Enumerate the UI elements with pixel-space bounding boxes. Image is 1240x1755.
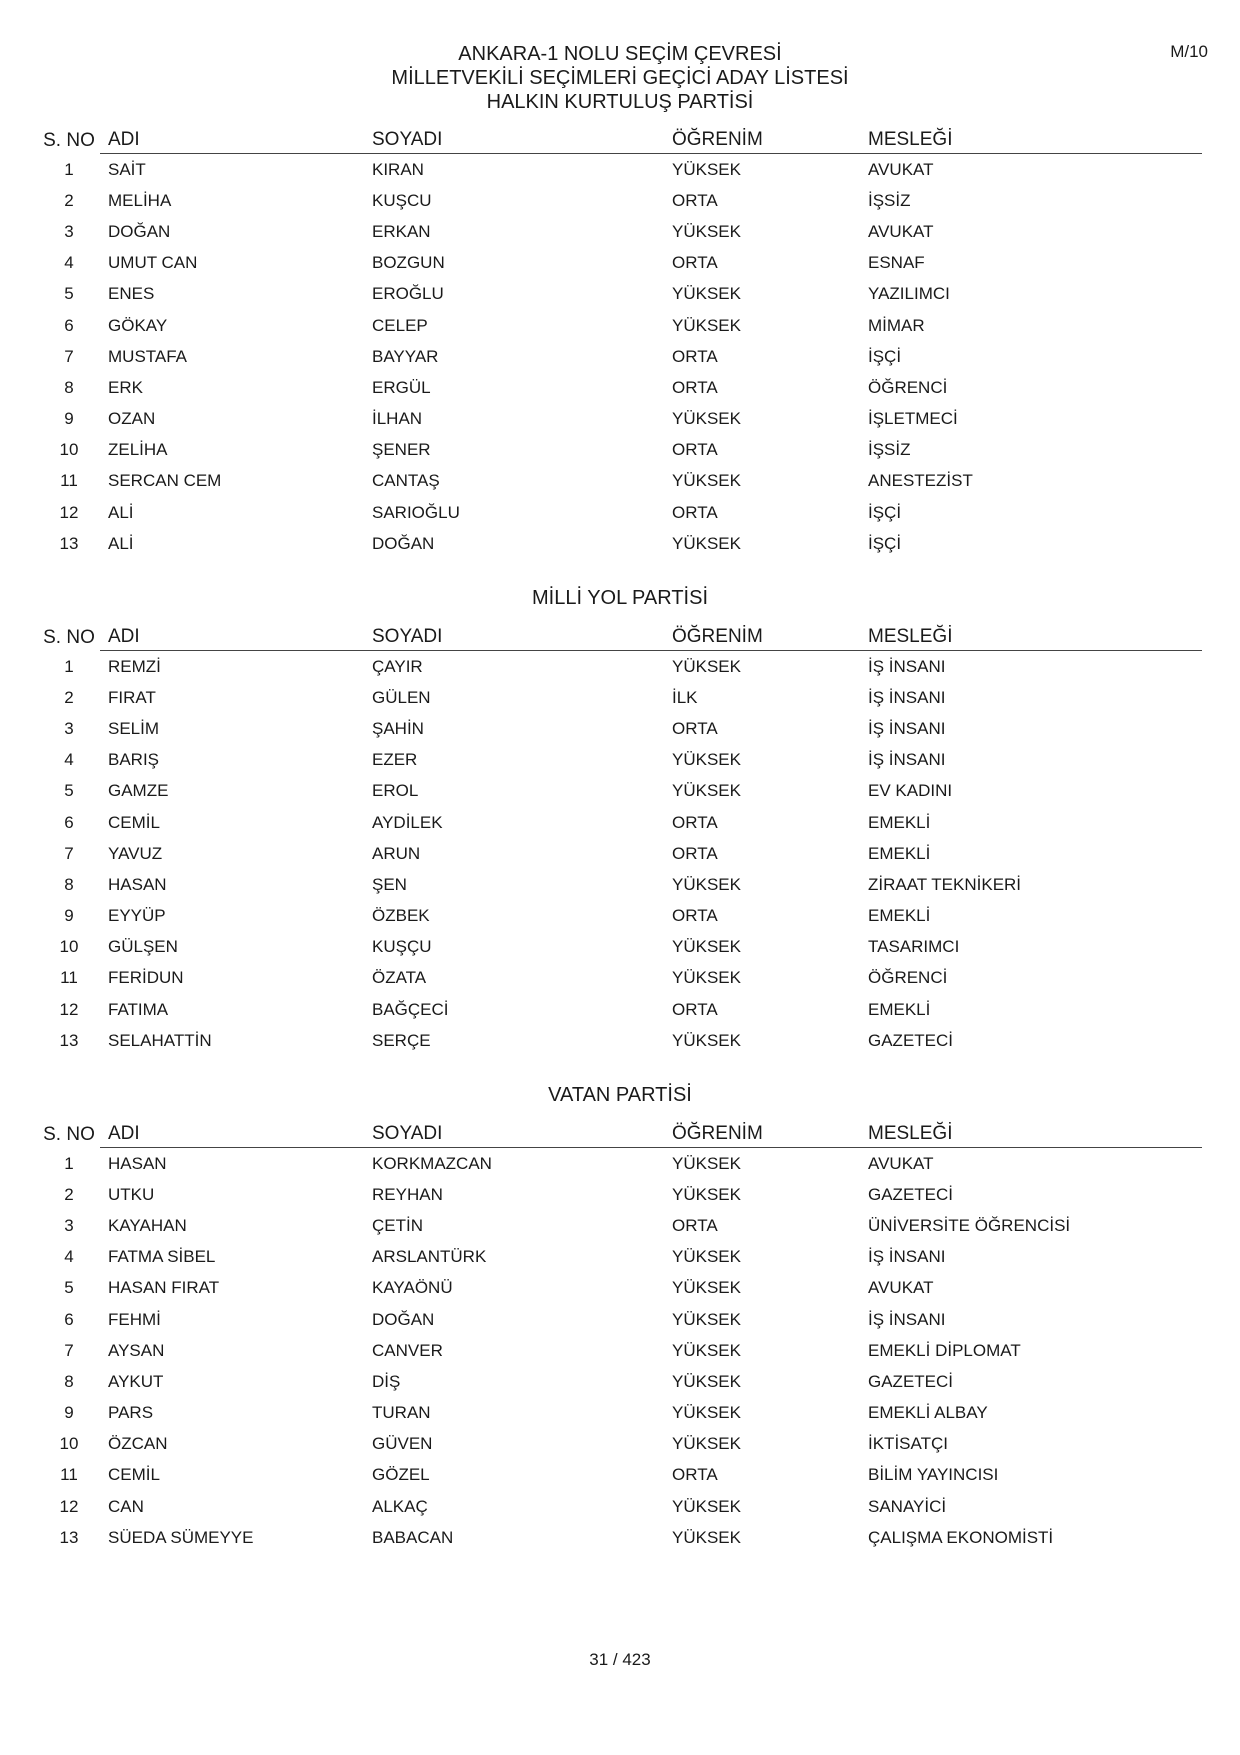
table-row: [38, 435, 1202, 466]
cell-ad: FATMA SİBEL: [108, 1247, 216, 1267]
table-row: [38, 963, 1202, 994]
cell-soyad: EZER: [372, 750, 418, 770]
cell-ad: YAVUZ: [108, 843, 163, 863]
cell-no: 12: [59, 1496, 79, 1516]
cell-soyad: İLHAN: [372, 409, 423, 429]
party-title-1: HALKIN KURTULUŞ PARTİSİ: [486, 91, 754, 113]
table-header: [38, 125, 1202, 154]
col-header-meslek: MESLEĞİ: [860, 622, 1202, 651]
cell-soyad: BABACAN: [372, 1527, 454, 1547]
party-title-2: MİLLİ YOL PARTİSİ: [532, 587, 708, 609]
cell-ad: ENES: [108, 284, 155, 304]
party-title-3: VATAN PARTİSİ: [548, 1084, 692, 1106]
cell-meslek: İŞ İNSANI: [868, 687, 946, 707]
cell-ogrenim: YÜKSEK: [672, 1434, 741, 1454]
cell-ad: HASAN FIRAT: [108, 1278, 220, 1298]
cell-soyad: EROL: [372, 781, 419, 801]
table-row: [38, 528, 1202, 559]
cell-ogrenim: YÜKSEK: [672, 1247, 741, 1267]
cell-meslek: YAZILIMCI: [868, 284, 950, 304]
table-row: [38, 869, 1202, 900]
cell-no: 6: [64, 812, 74, 832]
col-header-soyad: SOYADI: [364, 1119, 664, 1148]
cell-ad: REMZİ: [108, 656, 161, 676]
table-row: [38, 341, 1202, 372]
cell-no: 2: [64, 190, 74, 210]
table-row: [38, 713, 1202, 744]
cell-no: 13: [59, 1030, 79, 1050]
cell-ad: OZAN: [108, 409, 156, 429]
cell-soyad: ERGÜL: [372, 377, 431, 397]
cell-no: 8: [64, 1371, 74, 1391]
cell-soyad: KAYAÖNÜ: [372, 1278, 453, 1298]
cell-no: 6: [64, 315, 74, 335]
cell-no: 11: [60, 1465, 78, 1485]
cell-meslek: EMEKLİ: [868, 906, 931, 926]
table-row: [38, 994, 1202, 1025]
cell-no: 3: [64, 221, 74, 241]
cell-no: 2: [64, 687, 74, 707]
cell-ogrenim: YÜKSEK: [672, 284, 741, 304]
cell-ogrenim: YÜKSEK: [672, 656, 741, 676]
cell-ogrenim: ORTA: [672, 812, 718, 832]
col-header-meslek: MESLEĞİ: [860, 1119, 1202, 1148]
cell-ad: FATIMA: [108, 999, 169, 1019]
document-header: [0, 42, 1240, 114]
cell-ad: BARIŞ: [108, 750, 160, 770]
cell-ogrenim: ORTA: [672, 718, 718, 738]
cell-ad: CEMİL: [108, 812, 160, 832]
table-header: [38, 622, 1202, 651]
cell-ogrenim: ORTA: [672, 1465, 718, 1485]
col-header-no: S. NO: [43, 1124, 95, 1145]
col-header-no: S. NO: [43, 627, 95, 648]
cell-ogrenim: YÜKSEK: [672, 1371, 741, 1391]
col-header-soyad: SOYADI: [364, 125, 664, 154]
cell-meslek: ZİRAAT TEKNİKERİ: [868, 874, 1022, 894]
col-header-meslek: MESLEĞİ: [860, 125, 1202, 154]
cell-soyad: ÖZBEK: [372, 906, 430, 926]
table-row: [38, 216, 1202, 247]
cell-soyad: DOĞAN: [372, 1309, 435, 1329]
col-header-ad: ADI: [100, 622, 364, 651]
table-body: [38, 154, 1202, 559]
cell-ad: HASAN: [108, 1153, 167, 1173]
table-row: [38, 154, 1202, 185]
cell-no: 10: [59, 440, 79, 460]
col-header-ogrenim: ÖĞRENİM: [664, 1119, 860, 1148]
cell-meslek: SANAYİCİ: [868, 1496, 947, 1516]
cell-meslek: İŞÇİ: [868, 346, 902, 366]
cell-meslek: İŞ İNSANI: [868, 1247, 946, 1267]
candidate-table-1: [38, 125, 1202, 559]
cell-ogrenim: YÜKSEK: [672, 409, 741, 429]
cell-meslek: GAZETECİ: [868, 1184, 954, 1204]
cell-ogrenim: YÜKSEK: [672, 471, 741, 491]
cell-meslek: İŞLETMECİ: [868, 409, 958, 429]
cell-ad: FEHMİ: [108, 1309, 161, 1329]
cell-soyad: BAĞÇECİ: [372, 999, 449, 1019]
cell-ogrenim: YÜKSEK: [672, 1340, 741, 1360]
cell-no: 1: [64, 159, 74, 179]
cell-meslek: GAZETECİ: [868, 1371, 954, 1391]
cell-soyad: TURAN: [372, 1403, 431, 1423]
cell-ogrenim: YÜKSEK: [672, 1527, 741, 1547]
cell-ogrenim: ORTA: [672, 377, 718, 397]
cell-ogrenim: YÜKSEK: [672, 750, 741, 770]
cell-no: 12: [59, 502, 79, 522]
cell-meslek: BİLİM YAYINCISI: [868, 1465, 999, 1485]
table-row: [38, 372, 1202, 403]
cell-no: 4: [64, 750, 74, 770]
cell-ogrenim: YÜKSEK: [672, 937, 741, 957]
candidate-table-3: [38, 1119, 1202, 1553]
cell-meslek: AVUKAT: [868, 221, 934, 241]
cell-soyad: REYHAN: [372, 1184, 443, 1204]
cell-soyad: ALKAÇ: [372, 1496, 428, 1516]
cell-ad: UTKU: [108, 1184, 155, 1204]
cell-ad: DOĞAN: [108, 221, 171, 241]
table-row: [38, 1273, 1202, 1304]
cell-meslek: ÖĞRENCİ: [868, 377, 948, 397]
table-row: [38, 1429, 1202, 1460]
header-line-1: ANKARA-1 NOLU SEÇİM ÇEVRESİ: [458, 43, 782, 65]
cell-ad: AYSAN: [108, 1340, 165, 1360]
cell-ogrenim: ORTA: [672, 346, 718, 366]
cell-ad: EYYÜP: [108, 906, 166, 926]
cell-soyad: ŞENER: [372, 440, 431, 460]
cell-soyad: KUŞÇU: [372, 937, 432, 957]
table-row: [38, 901, 1202, 932]
cell-ad: SAİT: [108, 159, 146, 179]
cell-soyad: GÖZEL: [372, 1465, 430, 1485]
cell-soyad: CELEP: [372, 315, 428, 335]
cell-meslek: İŞ İNSANI: [868, 656, 946, 676]
cell-meslek: EMEKLİ DİPLOMAT: [868, 1340, 1021, 1360]
table-row: [38, 651, 1202, 682]
cell-soyad: SERÇE: [372, 1030, 431, 1050]
cell-soyad: ARUN: [372, 843, 421, 863]
cell-ad: MELİHA: [108, 190, 172, 210]
cell-ad: ERK: [108, 377, 143, 397]
cell-ad: FERİDUN: [108, 968, 184, 988]
table-row: [38, 310, 1202, 341]
cell-no: 1: [64, 656, 74, 676]
cell-ad: HASAN: [108, 874, 167, 894]
cell-soyad: GÜLEN: [372, 687, 431, 707]
cell-ad: GÜLŞEN: [108, 937, 178, 957]
cell-meslek: AVUKAT: [868, 159, 934, 179]
candidate-table-2: [38, 622, 1202, 1056]
cell-ad: SELAHATTİN: [108, 1030, 212, 1050]
cell-ogrenim: YÜKSEK: [672, 1030, 741, 1050]
cell-no: 7: [64, 843, 74, 863]
cell-ogrenim: YÜKSEK: [672, 874, 741, 894]
cell-meslek: İŞÇİ: [868, 533, 902, 553]
cell-ogrenim: ORTA: [672, 440, 718, 460]
cell-no: 3: [64, 718, 74, 738]
cell-meslek: İŞSİZ: [868, 190, 911, 210]
cell-ogrenim: YÜKSEK: [672, 1309, 741, 1329]
table-row: [38, 776, 1202, 807]
cell-meslek: ANESTEZİST: [868, 471, 973, 491]
cell-ogrenim: YÜKSEK: [672, 159, 741, 179]
cell-ogrenim: YÜKSEK: [672, 1184, 741, 1204]
cell-soyad: GÜVEN: [372, 1434, 433, 1454]
cell-ad: MUSTAFA: [108, 346, 188, 366]
table-header: [38, 1119, 1202, 1148]
cell-no: 8: [64, 377, 74, 397]
cell-soyad: ŞEN: [372, 874, 407, 894]
cell-meslek: İŞSİZ: [868, 440, 911, 460]
cell-ogrenim: ORTA: [672, 253, 718, 273]
table-row: [38, 1242, 1202, 1273]
table-row: [38, 1025, 1202, 1056]
cell-meslek: EV KADINI: [868, 781, 953, 801]
cell-ad: AYKUT: [108, 1371, 164, 1391]
cell-no: 5: [64, 781, 74, 801]
cell-meslek: EMEKLİ: [868, 999, 931, 1019]
cell-ogrenim: YÜKSEK: [672, 1278, 741, 1298]
cell-ad: ÖZCAN: [108, 1434, 168, 1454]
cell-ogrenim: YÜKSEK: [672, 781, 741, 801]
cell-no: 4: [64, 1247, 74, 1267]
cell-meslek: ÜNİVERSİTE ÖĞRENCİSİ: [868, 1215, 1071, 1235]
cell-no: 13: [59, 1527, 79, 1547]
table-row: [38, 1179, 1202, 1210]
table-body: [38, 1148, 1202, 1553]
cell-ad: SÜEDA SÜMEYYE: [108, 1527, 254, 1547]
cell-meslek: EMEKLİ: [868, 812, 931, 832]
cell-soyad: KIRAN: [372, 159, 424, 179]
cell-ogrenim: ORTA: [672, 190, 718, 210]
cell-soyad: ÇETİN: [372, 1215, 423, 1235]
cell-ogrenim: YÜKSEK: [672, 221, 741, 241]
cell-soyad: ARSLANTÜRK: [372, 1247, 487, 1267]
table-row: [38, 932, 1202, 963]
cell-no: 5: [64, 1278, 74, 1298]
cell-no: 6: [64, 1309, 74, 1329]
cell-meslek: AVUKAT: [868, 1153, 934, 1173]
table-row: [38, 248, 1202, 279]
page-number: 31 / 423: [589, 1650, 651, 1669]
table-body: [38, 651, 1202, 1056]
cell-meslek: EMEKLİ ALBAY: [868, 1403, 988, 1423]
table-row: [38, 1335, 1202, 1366]
cell-no: 7: [64, 1340, 74, 1360]
cell-soyad: BOZGUN: [372, 253, 445, 273]
table-row: [38, 404, 1202, 435]
cell-ad: UMUT CAN: [108, 253, 198, 273]
cell-ogrenim: YÜKSEK: [672, 315, 741, 335]
cell-ad: ALİ: [108, 502, 134, 522]
cell-ad: CEMİL: [108, 1465, 160, 1485]
cell-meslek: AVUKAT: [868, 1278, 934, 1298]
col-header-ad: ADI: [100, 125, 364, 154]
cell-meslek: ÇALIŞMA EKONOMİSTİ: [868, 1527, 1054, 1547]
cell-ogrenim: ORTA: [672, 843, 718, 863]
cell-no: 7: [64, 346, 74, 366]
cell-ad: ALİ: [108, 533, 134, 553]
table-row: [38, 807, 1202, 838]
cell-soyad: ERKAN: [372, 221, 431, 241]
cell-soyad: ÇAYIR: [372, 656, 423, 676]
cell-meslek: ESNAF: [868, 253, 925, 273]
cell-meslek: İŞ İNSANI: [868, 750, 946, 770]
cell-no: 13: [59, 533, 79, 553]
col-header-ogrenim: ÖĞRENİM: [664, 125, 860, 154]
cell-no: 11: [60, 471, 78, 491]
cell-soyad: CANTAŞ: [372, 471, 440, 491]
table-row: [38, 1148, 1202, 1179]
table-row: [38, 1210, 1202, 1241]
cell-soyad: KUŞCU: [372, 190, 432, 210]
cell-meslek: GAZETECİ: [868, 1030, 954, 1050]
cell-no: 5: [64, 284, 74, 304]
table-row: [38, 1460, 1202, 1491]
table-row: [38, 185, 1202, 216]
cell-soyad: AYDİLEK: [372, 812, 443, 832]
table-row: [38, 1491, 1202, 1522]
table-row: [38, 1366, 1202, 1397]
cell-ad: ZELİHA: [108, 440, 168, 460]
table-row: [38, 838, 1202, 869]
cell-ad: FIRAT: [108, 687, 156, 707]
cell-soyad: DOĞAN: [372, 533, 435, 553]
cell-ad: SELİM: [108, 718, 160, 738]
cell-soyad: KORKMAZCAN: [372, 1153, 492, 1173]
col-header-ad: ADI: [100, 1119, 364, 1148]
cell-no: 8: [64, 874, 74, 894]
cell-ogrenim: YÜKSEK: [672, 533, 741, 553]
table-row: [38, 682, 1202, 713]
cell-no: 11: [60, 968, 78, 988]
cell-no: 9: [64, 1403, 74, 1423]
col-header-soyad: SOYADI: [364, 622, 664, 651]
table-row: [38, 1522, 1202, 1553]
cell-no: 9: [64, 409, 74, 429]
cell-no: 2: [64, 1184, 74, 1204]
cell-no: 9: [64, 906, 74, 926]
cell-meslek: MİMAR: [868, 315, 925, 335]
cell-soyad: BAYYAR: [372, 346, 439, 366]
cell-no: 10: [59, 1434, 79, 1454]
cell-ogrenim: İLK: [672, 687, 698, 707]
table-row: [38, 1304, 1202, 1335]
cell-ogrenim: YÜKSEK: [672, 968, 741, 988]
cell-ad: GAMZE: [108, 781, 169, 801]
cell-soyad: ŞAHİN: [372, 718, 424, 738]
cell-ogrenim: ORTA: [672, 502, 718, 522]
cell-ogrenim: YÜKSEK: [672, 1403, 741, 1423]
cell-ad: SERCAN CEM: [108, 471, 222, 491]
cell-ogrenim: ORTA: [672, 1215, 718, 1235]
cell-ad: CAN: [108, 1496, 144, 1516]
cell-ad: GÖKAY: [108, 315, 168, 335]
table-row: [38, 745, 1202, 776]
cell-soyad: DİŞ: [372, 1371, 401, 1391]
cell-soyad: EROĞLU: [372, 284, 444, 304]
col-header-ogrenim: ÖĞRENİM: [664, 622, 860, 651]
cell-meslek: İŞ İNSANI: [868, 718, 946, 738]
cell-meslek: İŞ İNSANI: [868, 1309, 946, 1329]
table-row: [38, 466, 1202, 497]
cell-meslek: İŞÇİ: [868, 502, 902, 522]
cell-no: 3: [64, 1215, 74, 1235]
cell-soyad: SARIOĞLU: [372, 502, 460, 522]
table-row: [38, 279, 1202, 310]
table-row: [38, 1398, 1202, 1429]
cell-meslek: EMEKLİ: [868, 843, 931, 863]
cell-no: 10: [59, 937, 79, 957]
cell-no: 1: [64, 1153, 74, 1173]
header-line-2: MİLLETVEKİLİ SEÇİMLERİ GEÇİCİ ADAY LİSTESİ: [391, 67, 849, 89]
cell-ogrenim: ORTA: [672, 999, 718, 1019]
col-header-no: S. NO: [43, 130, 95, 151]
cell-no: 4: [64, 253, 74, 273]
cell-meslek: TASARIMCI: [868, 937, 960, 957]
cell-no: 12: [59, 999, 79, 1019]
table-row: [38, 497, 1202, 528]
cell-meslek: İKTİSATÇI: [868, 1434, 948, 1454]
cell-soyad: CANVER: [372, 1340, 443, 1360]
cell-soyad: ÖZATA: [372, 968, 427, 988]
cell-ad: KAYAHAN: [108, 1215, 187, 1235]
cell-ogrenim: ORTA: [672, 906, 718, 926]
cell-ogrenim: YÜKSEK: [672, 1153, 741, 1173]
page-code: M/10: [1170, 42, 1208, 61]
cell-ogrenim: YÜKSEK: [672, 1496, 741, 1516]
cell-meslek: ÖĞRENCİ: [868, 968, 948, 988]
cell-ad: PARS: [108, 1403, 154, 1423]
